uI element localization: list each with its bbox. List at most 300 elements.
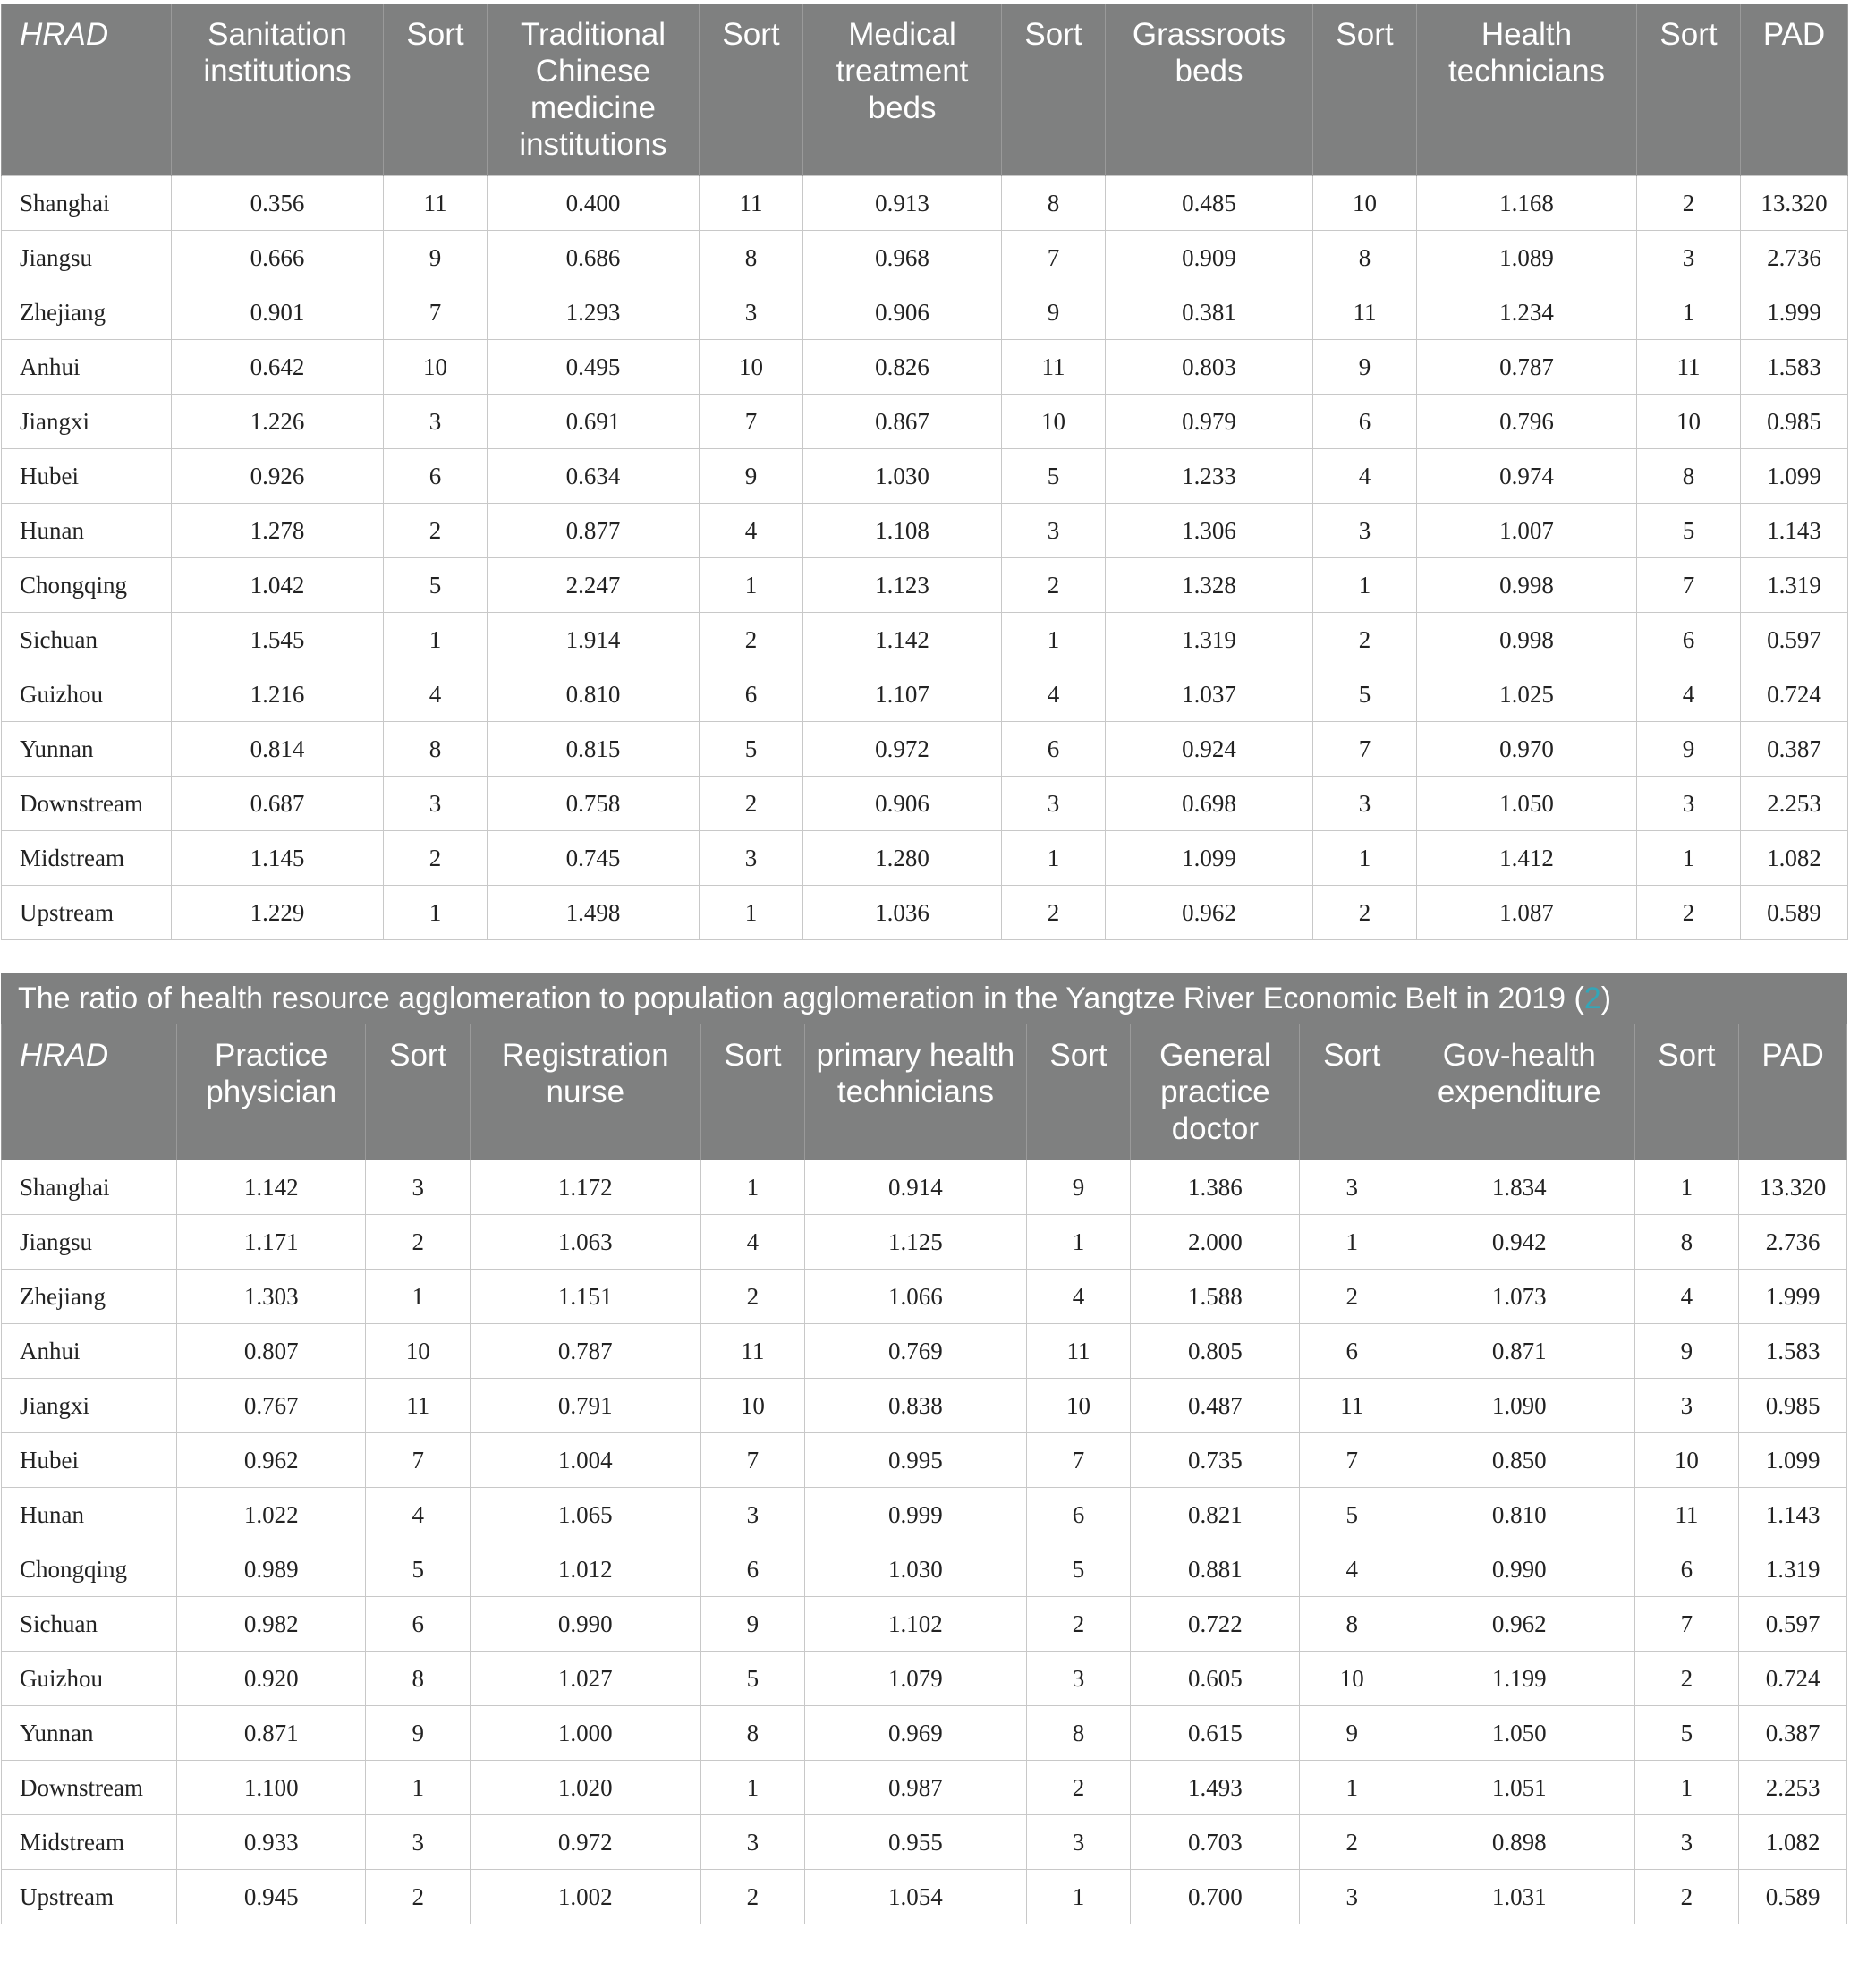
column-header-practice-physician: Practice physician [177, 1024, 366, 1160]
table-cell: 0.871 [1404, 1324, 1634, 1379]
table-cell: 1.099 [1739, 1433, 1847, 1488]
table-row [2, 449, 1848, 504]
table-cell: 1 [1313, 831, 1417, 886]
table-cell: 11 [1637, 340, 1741, 395]
table-cell: 2.736 [1739, 1215, 1847, 1270]
table-cell: 0.791 [471, 1379, 700, 1433]
table-cell: 0.998 [1417, 558, 1637, 613]
table-cell: 1.000 [471, 1706, 700, 1761]
column-header-pad: PAD [1739, 1024, 1847, 1160]
table-cell: 1.145 [172, 831, 384, 886]
table-cell: 11 [1634, 1488, 1739, 1542]
table-cell: 4 [1637, 667, 1741, 722]
table-cell: 1.125 [805, 1215, 1026, 1270]
table-cell: 0.745 [488, 831, 700, 886]
table-cell: 13.320 [1739, 1160, 1847, 1215]
row-label-sichuan: Sichuan [2, 613, 172, 667]
table-cell: 0.995 [805, 1433, 1026, 1488]
column-header-hrad: HRAD [2, 1024, 177, 1160]
table-cell: 1.999 [1741, 285, 1848, 340]
table-cell: 2 [700, 1270, 805, 1324]
table-cell: 0.920 [177, 1652, 366, 1706]
table-cell: 1.545 [172, 613, 384, 667]
table-cell: 3 [1634, 1815, 1739, 1870]
table-cell: 8 [1637, 449, 1741, 504]
table-cell: 4 [1002, 667, 1106, 722]
table-cell: 6 [1002, 722, 1106, 777]
table-cell: 1 [700, 1160, 805, 1215]
table-cell: 5 [1026, 1542, 1131, 1597]
table-cell: 1.278 [172, 504, 384, 558]
column-header-sort: Sort [1637, 4, 1741, 176]
table-cell: 11 [384, 176, 488, 231]
row-label-anhui: Anhui [2, 1324, 177, 1379]
column-header-gov-health-expenditure: Gov-health expenditure [1404, 1024, 1634, 1160]
table-cell: 2.736 [1741, 231, 1848, 285]
table-cell: 3 [1002, 504, 1106, 558]
table-cell: 1.319 [1741, 558, 1848, 613]
table-cell: 1.834 [1404, 1160, 1634, 1215]
table-2-container [1, 973, 1847, 1924]
row-label-hunan: Hunan [2, 1488, 177, 1542]
row-label-jiangsu: Jiangsu [2, 231, 172, 285]
table-cell: 1.142 [803, 613, 1002, 667]
row-label-hubei: Hubei [2, 449, 172, 504]
table-row [2, 1652, 1847, 1706]
table-cell: 0.821 [1131, 1488, 1300, 1542]
table-cell: 1.199 [1404, 1652, 1634, 1706]
table-row [2, 176, 1848, 231]
column-header-sort: Sort [1634, 1024, 1739, 1160]
table-cell: 0.487 [1131, 1379, 1300, 1433]
table-cell: 2 [1002, 886, 1106, 940]
table-cell: 0.810 [1404, 1488, 1634, 1542]
table-cell: 6 [700, 1542, 805, 1597]
table-cell: 2 [1300, 1815, 1404, 1870]
table-cell: 8 [700, 1706, 805, 1761]
table-cell: 2 [366, 1870, 471, 1924]
table-cell: 1.087 [1417, 886, 1637, 940]
table-cell: 0.985 [1741, 395, 1848, 449]
table-cell: 1.082 [1739, 1815, 1847, 1870]
table-cell: 1.050 [1404, 1706, 1634, 1761]
table-cell: 1 [700, 886, 803, 940]
table-cell: 1 [1026, 1870, 1131, 1924]
row-label-yunnan: Yunnan [2, 722, 172, 777]
column-header-sanitation-institutions: Sanitation institutions [172, 4, 384, 176]
table-cell: 0.589 [1741, 886, 1848, 940]
table-cell: 0.970 [1417, 722, 1637, 777]
table-cell: 0.881 [1131, 1542, 1300, 1597]
row-label-jiangsu: Jiangsu [2, 1215, 177, 1270]
table-cell: 0.871 [177, 1706, 366, 1761]
table-cell: 3 [700, 831, 803, 886]
row-label-hunan: Hunan [2, 504, 172, 558]
table-cell: 1.051 [1404, 1761, 1634, 1815]
table-cell: 1.012 [471, 1542, 700, 1597]
row-label-anhui: Anhui [2, 340, 172, 395]
table-cell: 0.605 [1131, 1652, 1300, 1706]
table-cell: 1.020 [471, 1761, 700, 1815]
table-row [2, 1488, 1847, 1542]
column-header-sort: Sort [384, 4, 488, 176]
row-label-hubei: Hubei [2, 1433, 177, 1488]
table-cell: 1.498 [488, 886, 700, 940]
table-row [2, 722, 1848, 777]
column-header-sort: Sort [700, 4, 803, 176]
table-cell: 2 [1313, 886, 1417, 940]
table-cell: 0.926 [172, 449, 384, 504]
row-label-sichuan: Sichuan [2, 1597, 177, 1652]
table-cell: 7 [366, 1433, 471, 1488]
table-cell: 2 [1637, 886, 1741, 940]
row-label-chongqing: Chongqing [2, 558, 172, 613]
table-cell: 1.151 [471, 1270, 700, 1324]
table-cell: 2 [1026, 1597, 1131, 1652]
table-cell: 3 [366, 1160, 471, 1215]
table-cell: 6 [1634, 1542, 1739, 1597]
table-cell: 5 [1313, 667, 1417, 722]
table-cell: 0.989 [177, 1542, 366, 1597]
table-cell: 4 [1300, 1542, 1404, 1597]
column-header-grassroots-beds: Grassroots beds [1106, 4, 1313, 176]
table-cell: 9 [700, 449, 803, 504]
table-2-header-row [2, 1024, 1847, 1160]
table-cell: 10 [1634, 1433, 1739, 1488]
table-cell: 2 [366, 1215, 471, 1270]
table-cell: 1.042 [172, 558, 384, 613]
column-header-registration-nurse: Registration nurse [471, 1024, 700, 1160]
table-cell: 4 [1634, 1270, 1739, 1324]
table-cell: 6 [700, 667, 803, 722]
column-header-sort: Sort [1300, 1024, 1404, 1160]
table-cell: 1.233 [1106, 449, 1313, 504]
table-cell: 0.387 [1739, 1706, 1847, 1761]
table-cell: 9 [1637, 722, 1741, 777]
table-cell: 1.099 [1741, 449, 1848, 504]
caption-reference-link[interactable]: 2 [1583, 981, 1601, 1015]
table-cell: 1 [1300, 1215, 1404, 1270]
row-label-guizhou: Guizhou [2, 667, 172, 722]
table-cell: 0.387 [1741, 722, 1848, 777]
table-cell: 0.758 [488, 777, 700, 831]
row-label-midstream: Midstream [2, 831, 172, 886]
table-row [2, 395, 1848, 449]
table-cell: 0.968 [803, 231, 1002, 285]
row-label-jiangxi: Jiangxi [2, 1379, 177, 1433]
table-cell: 10 [366, 1324, 471, 1379]
table-row [2, 886, 1848, 940]
table-cell: 7 [1634, 1597, 1739, 1652]
table-cell: 1.303 [177, 1270, 366, 1324]
table-cell: 1.022 [177, 1488, 366, 1542]
table-cell: 2 [1002, 558, 1106, 613]
table-cell: 1.007 [1417, 504, 1637, 558]
table-cell: 4 [700, 504, 803, 558]
table-cell: 5 [1300, 1488, 1404, 1542]
table-cell: 4 [1313, 449, 1417, 504]
row-label-yunnan: Yunnan [2, 1706, 177, 1761]
table-cell: 10 [1002, 395, 1106, 449]
table-cell: 6 [366, 1597, 471, 1652]
table-cell: 0.974 [1417, 449, 1637, 504]
table-cell: 9 [1634, 1324, 1739, 1379]
table-cell: 3 [1637, 777, 1741, 831]
table-cell: 10 [700, 1379, 805, 1433]
table-cell: 9 [1313, 340, 1417, 395]
table-cell: 0.850 [1404, 1433, 1634, 1488]
table-cell: 9 [384, 231, 488, 285]
table-cell: 6 [1637, 613, 1741, 667]
table-cell: 5 [700, 1652, 805, 1706]
table-cell: 0.877 [488, 504, 700, 558]
row-label-upstream: Upstream [2, 1870, 177, 1924]
table-caption [1, 973, 1847, 1024]
table-cell: 3 [700, 1815, 805, 1870]
table-cell: 0.955 [805, 1815, 1026, 1870]
table-cell: 0.686 [488, 231, 700, 285]
table-cell: 0.826 [803, 340, 1002, 395]
table-cell: 1 [384, 886, 488, 940]
table-cell: 7 [1026, 1433, 1131, 1488]
table-cell: 1.142 [177, 1160, 366, 1215]
table-cell: 0.634 [488, 449, 700, 504]
table-cell: 1 [384, 613, 488, 667]
table-cell: 3 [1313, 777, 1417, 831]
table-cell: 1 [700, 1761, 805, 1815]
table-cell: 0.597 [1739, 1597, 1847, 1652]
table-cell: 2 [384, 504, 488, 558]
table-cell: 8 [1026, 1706, 1131, 1761]
table-cell: 0.979 [1106, 395, 1313, 449]
table-2-body [2, 1160, 1847, 1924]
table-cell: 1 [1634, 1160, 1739, 1215]
table-cell: 0.400 [488, 176, 700, 231]
health-resource-table-1 [1, 4, 1848, 940]
table-cell: 7 [700, 1433, 805, 1488]
table-cell: 5 [1002, 449, 1106, 504]
table-cell: 11 [1300, 1379, 1404, 1433]
column-header-sort: Sort [366, 1024, 471, 1160]
table-cell: 0.969 [805, 1706, 1026, 1761]
table-cell: 9 [366, 1706, 471, 1761]
table-cell: 0.987 [805, 1761, 1026, 1815]
table-cell: 3 [1634, 1379, 1739, 1433]
table-cell: 7 [1637, 558, 1741, 613]
table-cell: 0.972 [803, 722, 1002, 777]
column-header-general-practice-doctor: General practice doctor [1131, 1024, 1300, 1160]
table-cell: 0.942 [1404, 1215, 1634, 1270]
table-1-container [1, 4, 1847, 940]
table-cell: 1.100 [177, 1761, 366, 1815]
table-cell: 0.767 [177, 1379, 366, 1433]
row-label-jiangxi: Jiangxi [2, 395, 172, 449]
table-cell: 1.037 [1106, 667, 1313, 722]
table-cell: 11 [1313, 285, 1417, 340]
table-cell: 0.735 [1131, 1433, 1300, 1488]
column-header-sort: Sort [1313, 4, 1417, 176]
table-cell: 5 [1634, 1706, 1739, 1761]
table-cell: 0.924 [1106, 722, 1313, 777]
table-cell: 0.838 [805, 1379, 1026, 1433]
table-cell: 1.171 [177, 1215, 366, 1270]
table-cell: 0.998 [1417, 613, 1637, 667]
table-cell: 0.913 [803, 176, 1002, 231]
table-cell: 0.722 [1131, 1597, 1300, 1652]
table-cell: 1.306 [1106, 504, 1313, 558]
caption-text: The ratio of health resource agglomeration to population agglomeration in the Yangtze River Economic Belt in 2019 ( [18, 981, 1584, 1015]
table-cell: 0.769 [805, 1324, 1026, 1379]
table-cell: 1.079 [805, 1652, 1026, 1706]
table-cell: 1.914 [488, 613, 700, 667]
table-cell: 0.962 [1404, 1597, 1634, 1652]
table-row [2, 1433, 1847, 1488]
table-row [2, 1815, 1847, 1870]
table-cell: 0.589 [1739, 1870, 1847, 1924]
table-1-body [2, 176, 1848, 940]
table-row [2, 1270, 1847, 1324]
table-cell: 3 [1026, 1815, 1131, 1870]
row-label-midstream: Midstream [2, 1815, 177, 1870]
table-cell: 3 [1002, 777, 1106, 831]
table-cell: 10 [1026, 1379, 1131, 1433]
table-cell: 0.787 [471, 1324, 700, 1379]
table-cell: 9 [1300, 1706, 1404, 1761]
table-cell: 1.583 [1741, 340, 1848, 395]
table-row [2, 777, 1848, 831]
table-row [2, 340, 1848, 395]
table-cell: 7 [1313, 722, 1417, 777]
column-header-hrad: HRAD [2, 4, 172, 176]
table-cell: 2 [1313, 613, 1417, 667]
table-row [2, 1324, 1847, 1379]
table-cell: 2.247 [488, 558, 700, 613]
table-cell: 0.807 [177, 1324, 366, 1379]
table-cell: 2 [1026, 1761, 1131, 1815]
table-cell: 0.982 [177, 1597, 366, 1652]
table-cell: 2 [384, 831, 488, 886]
table-cell: 0.972 [471, 1815, 700, 1870]
table-cell: 1.089 [1417, 231, 1637, 285]
table-cell: 9 [1026, 1160, 1131, 1215]
table-row [2, 1706, 1847, 1761]
table-cell: 3 [700, 285, 803, 340]
health-resource-table-2 [1, 1024, 1847, 1924]
table-cell: 6 [1313, 395, 1417, 449]
table-cell: 11 [1002, 340, 1106, 395]
table-cell: 0.642 [172, 340, 384, 395]
table-cell: 0.381 [1106, 285, 1313, 340]
table-row [2, 231, 1848, 285]
row-label-zhejiang: Zhejiang [2, 285, 172, 340]
table-cell: 3 [1026, 1652, 1131, 1706]
table-cell: 1 [366, 1761, 471, 1815]
table-row [2, 285, 1848, 340]
table-row [2, 558, 1848, 613]
table-cell: 0.691 [488, 395, 700, 449]
table-cell: 11 [700, 176, 803, 231]
table-cell: 11 [1026, 1324, 1131, 1379]
table-cell: 1.030 [805, 1542, 1026, 1597]
table-cell: 1.036 [803, 886, 1002, 940]
table-cell: 1.280 [803, 831, 1002, 886]
table-cell: 8 [366, 1652, 471, 1706]
row-label-guizhou: Guizhou [2, 1652, 177, 1706]
table-cell: 0.796 [1417, 395, 1637, 449]
table-cell: 2 [1634, 1870, 1739, 1924]
table-cell: 1.999 [1739, 1270, 1847, 1324]
table-cell: 11 [700, 1324, 805, 1379]
table-cell: 10 [1637, 395, 1741, 449]
table-cell: 4 [366, 1488, 471, 1542]
table-cell: 1.216 [172, 667, 384, 722]
table-cell: 0.962 [177, 1433, 366, 1488]
column-header-traditional-chinese-medicine-institutions: Traditional Chinese medicine institutions [488, 4, 700, 176]
caption-close-paren: ) [1600, 981, 1612, 1015]
table-cell: 3 [1300, 1160, 1404, 1215]
table-cell: 0.945 [177, 1870, 366, 1924]
row-label-downstream: Downstream [2, 1761, 177, 1815]
table-cell: 0.597 [1741, 613, 1848, 667]
table-row [2, 1870, 1847, 1924]
table-row [2, 504, 1848, 558]
table-cell: 0.814 [172, 722, 384, 777]
table-cell: 6 [384, 449, 488, 504]
table-row [2, 1542, 1847, 1597]
table-row [2, 613, 1848, 667]
table-cell: 7 [1002, 231, 1106, 285]
table-cell: 3 [384, 395, 488, 449]
table-cell: 0.687 [172, 777, 384, 831]
row-label-zhejiang: Zhejiang [2, 1270, 177, 1324]
table-cell: 1.054 [805, 1870, 1026, 1924]
table-cell: 0.901 [172, 285, 384, 340]
table-cell: 1.234 [1417, 285, 1637, 340]
table-cell: 8 [1300, 1597, 1404, 1652]
table-cell: 6 [1026, 1488, 1131, 1542]
table-cell: 1 [1002, 613, 1106, 667]
row-label-chongqing: Chongqing [2, 1542, 177, 1597]
table-cell: 0.909 [1106, 231, 1313, 285]
table-cell: 1.050 [1417, 777, 1637, 831]
table-cell: 1.082 [1741, 831, 1848, 886]
table-cell: 0.810 [488, 667, 700, 722]
table-cell: 1.108 [803, 504, 1002, 558]
table-cell: 0.724 [1741, 667, 1848, 722]
table-cell: 4 [384, 667, 488, 722]
table-cell: 1.004 [471, 1433, 700, 1488]
table-cell: 11 [366, 1379, 471, 1433]
table-row [2, 1160, 1847, 1215]
table-cell: 3 [1300, 1870, 1404, 1924]
table-cell: 1 [1313, 558, 1417, 613]
column-header-sort: Sort [700, 1024, 805, 1160]
table-cell: 1.226 [172, 395, 384, 449]
table-cell: 1.066 [805, 1270, 1026, 1324]
table-row [2, 1215, 1847, 1270]
table-cell: 1 [366, 1270, 471, 1324]
table-cell: 3 [366, 1815, 471, 1870]
table-cell: 0.985 [1739, 1379, 1847, 1433]
table-cell: 1.143 [1739, 1488, 1847, 1542]
column-header-primary-health-technicians: primary health technicians [805, 1024, 1026, 1160]
table-cell: 0.990 [1404, 1542, 1634, 1597]
table-cell: 5 [700, 722, 803, 777]
table-row [2, 1597, 1847, 1652]
table-cell: 8 [384, 722, 488, 777]
table-1-header-row [2, 4, 1848, 176]
table-cell: 13.320 [1741, 176, 1848, 231]
